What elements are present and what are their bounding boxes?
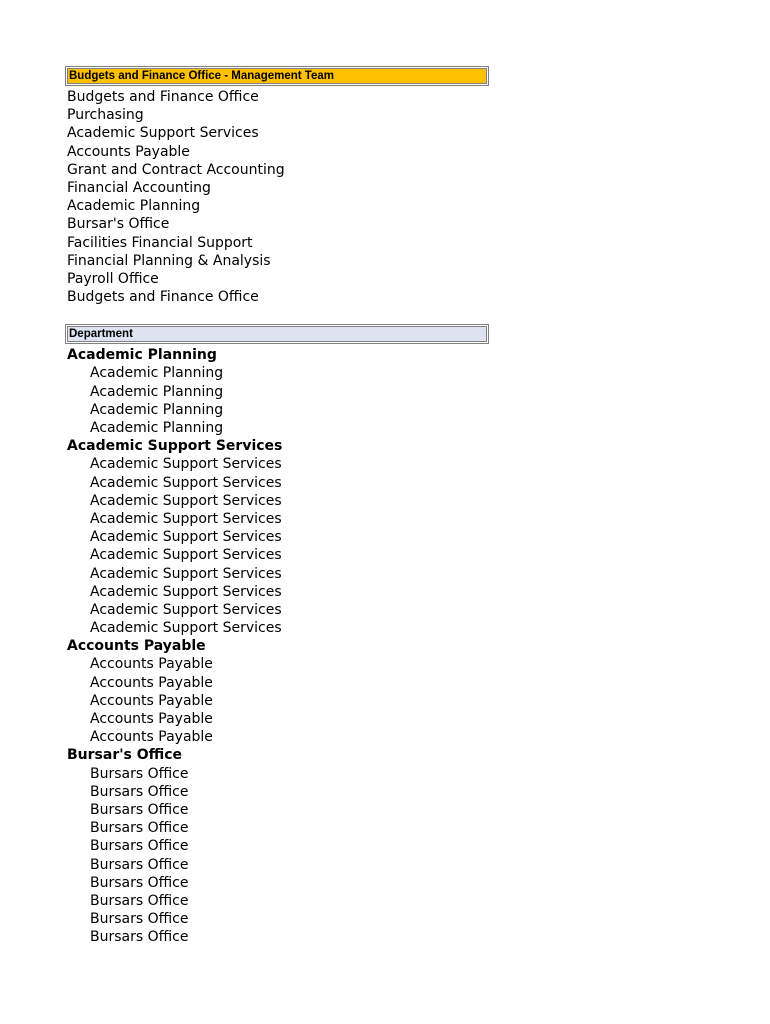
department-row: Academic Support Services xyxy=(90,492,282,509)
department-group-title: Academic Support Services xyxy=(67,438,283,455)
management-team-header-label: Budgets and Finance Office - Management Team xyxy=(67,68,487,84)
department-row: Academic Planning xyxy=(90,401,224,418)
department-row: Accounts Payable xyxy=(90,692,213,709)
department-group-title: Accounts Payable xyxy=(67,638,206,655)
management-team-list xyxy=(65,88,495,306)
department-row: Academic Planning xyxy=(90,420,224,436)
department-group-title: Bursar's Office xyxy=(67,747,183,764)
department-group-title: Academic Planning xyxy=(67,347,217,364)
department-row: Bursars Office xyxy=(90,874,189,891)
management-team-row: Academic Planning xyxy=(67,198,201,215)
department-row: Bursars Office xyxy=(90,765,189,782)
department-header-label: Department xyxy=(67,326,487,342)
department-row: Academic Support Services xyxy=(90,547,282,564)
department-row: Academic Support Services xyxy=(90,529,282,546)
department-row: Accounts Payable xyxy=(90,711,213,727)
department-row: Academic Support Services xyxy=(90,510,282,527)
department-row: Academic Support Services xyxy=(90,601,282,618)
department-row: Bursars Office xyxy=(90,892,189,909)
department-row: Academic Support Services xyxy=(90,620,282,637)
department-row: Academic Support Services xyxy=(90,565,282,582)
management-team-row: Facilities Financial Support xyxy=(67,234,253,251)
department-row: Bursars Office xyxy=(90,783,189,800)
management-team-row: Bursar's Office xyxy=(67,216,170,233)
department-row: Academic Support Services xyxy=(90,583,282,600)
department-row: Bursars Office xyxy=(90,929,189,946)
spreadsheet-page xyxy=(65,64,495,946)
management-team-row: Budgets and Finance Office xyxy=(67,89,259,105)
department-row: Academic Planning xyxy=(90,365,224,382)
department-row: Bursars Office xyxy=(90,856,189,873)
department-row: Academic Planning xyxy=(90,383,224,400)
department-row: Bursars Office xyxy=(90,838,189,855)
department-row: Accounts Payable xyxy=(90,729,213,746)
management-team-row: Financial Accounting xyxy=(67,179,211,196)
section-spacer xyxy=(65,306,495,324)
department-row: Academic Support Services xyxy=(90,474,282,491)
department-row: Bursars Office xyxy=(90,911,189,928)
department-header xyxy=(65,324,489,344)
department-list xyxy=(65,346,495,946)
management-team-row: Grant and Contract Accounting xyxy=(67,161,285,178)
management-team-row: Payroll Office xyxy=(67,270,159,287)
department-row: Bursars Office xyxy=(90,820,189,837)
management-team-header xyxy=(65,66,489,86)
management-team-row: Accounts Payable xyxy=(67,143,190,160)
management-team-row: Financial Planning & Analysis xyxy=(67,252,271,269)
management-team-row: Purchasing xyxy=(67,107,144,124)
department-row: Academic Support Services xyxy=(90,456,282,473)
management-team-row: Academic Support Services xyxy=(67,125,259,142)
department-row: Accounts Payable xyxy=(90,674,213,691)
department-row: Bursars Office xyxy=(90,801,189,818)
department-row: Accounts Payable xyxy=(90,656,213,673)
management-team-row: Budgets and Finance Office xyxy=(67,289,259,306)
